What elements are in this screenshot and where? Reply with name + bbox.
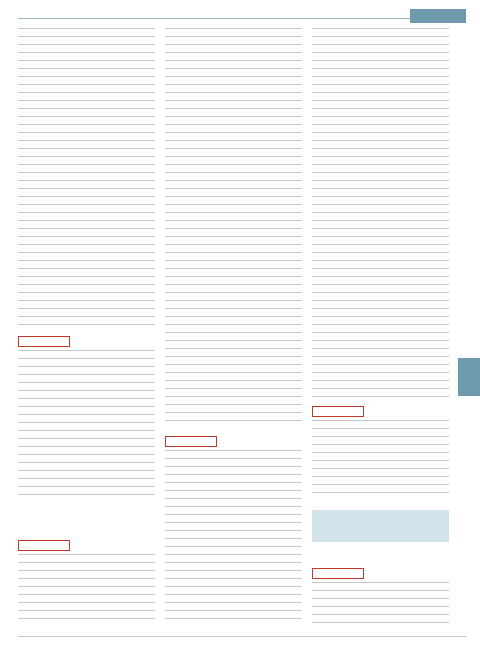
entry-label bbox=[312, 406, 364, 417]
page-body bbox=[18, 28, 449, 628]
column-2-text bbox=[165, 28, 302, 428]
column-1-entry-last bbox=[18, 540, 155, 626]
section-heading-block bbox=[312, 510, 449, 542]
column-2-entry bbox=[165, 436, 302, 626]
header-rule bbox=[18, 18, 466, 19]
column-2 bbox=[165, 28, 302, 628]
entry-label bbox=[312, 568, 364, 579]
entry-label bbox=[18, 540, 70, 551]
footer-rule bbox=[18, 636, 466, 637]
side-tab bbox=[458, 358, 480, 396]
entry-label bbox=[18, 336, 70, 347]
column-3-entry bbox=[312, 406, 449, 502]
column-3-entry-last bbox=[312, 568, 449, 626]
column-3-text bbox=[312, 28, 449, 398]
header-section-tab bbox=[410, 9, 466, 23]
column-1-text bbox=[18, 28, 155, 328]
entry-label bbox=[165, 436, 217, 447]
column-1 bbox=[18, 28, 155, 628]
column-3 bbox=[312, 28, 449, 628]
column-1-entry bbox=[18, 336, 155, 504]
